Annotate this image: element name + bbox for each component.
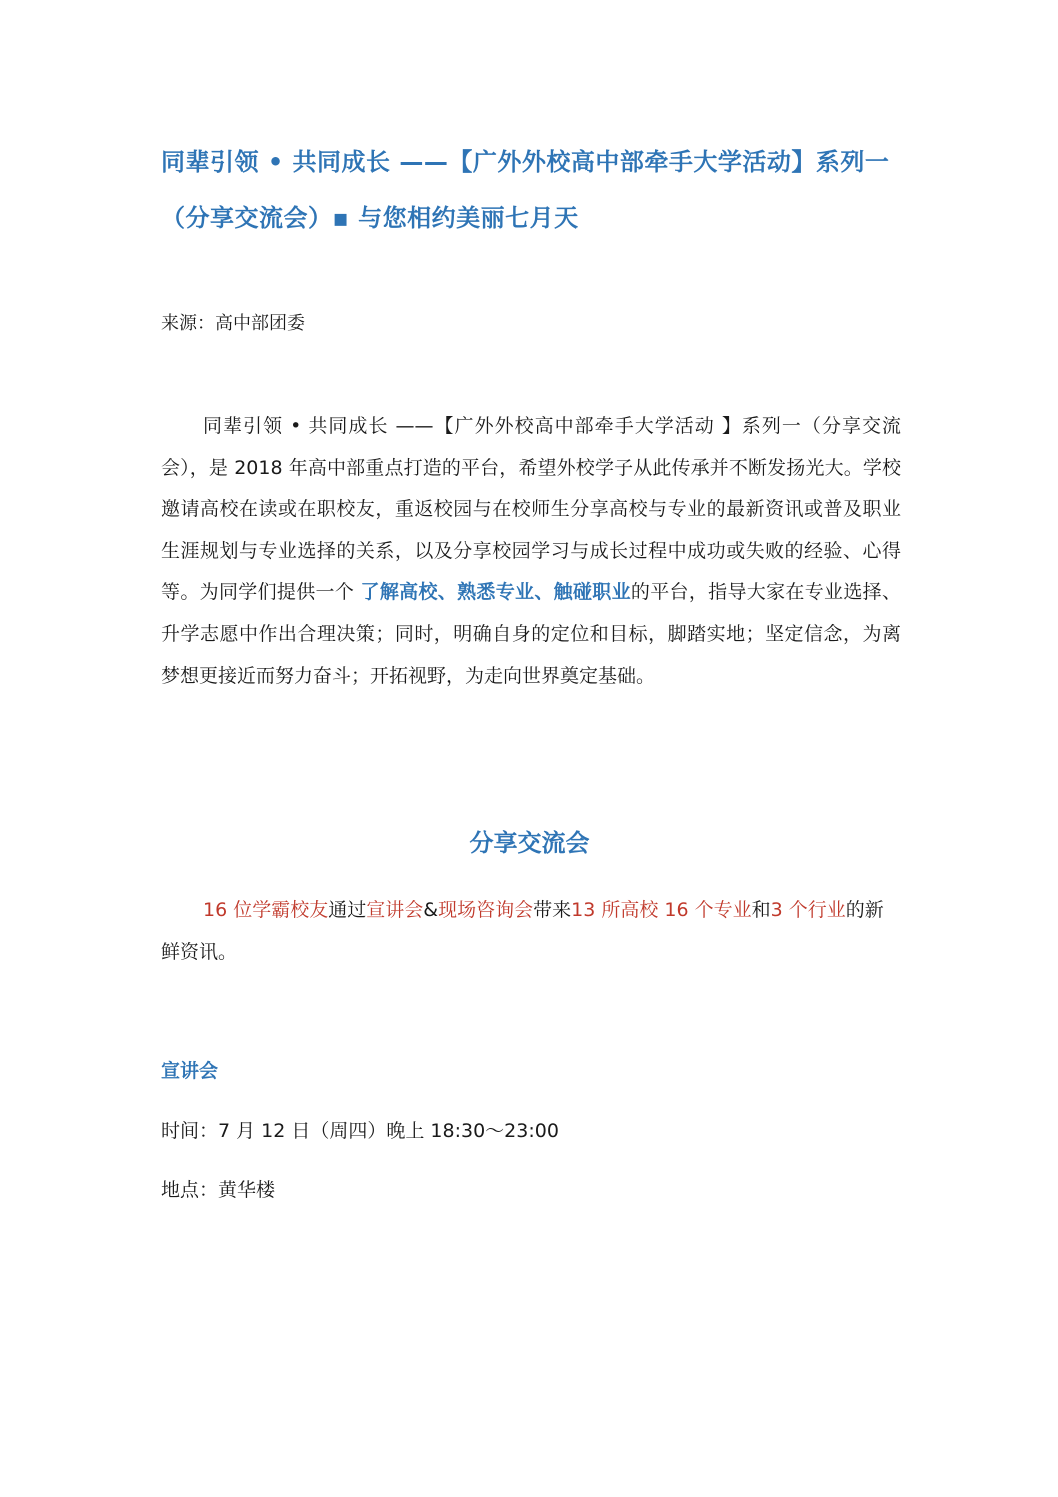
summary-majors: 16 个专业 <box>664 899 752 921</box>
intro-paragraph <box>161 406 901 697</box>
summary-consultation: 现场咨询会 <box>438 899 534 921</box>
summary-text: 的新鲜资讯。 <box>161 899 884 963</box>
section-heading: 分享交流会 <box>469 829 590 857</box>
summary-text: 通过 <box>328 899 367 921</box>
summary-text: 带来 <box>533 899 572 921</box>
lecture-time: 时间：7 月 12 日（周四）晚上 18:30～23:00 <box>161 1120 559 1142</box>
intro-text-1: 同辈引领 • 共同成长 ——【广外外校高中部牵手大学活动 】系列一（分享交流会），是 2018 年高中部重点打造的平台，希望外校学子从此传承并不断发扬光大。学校邀请高校在读或在职校友，重返校园与在校师生分享高校与专业的最新资讯或普及职业生涯规划与专业选择的关系，以及分享校园学习与成长过程中成功或失败的经验、心得等。为同学们提供一个 <box>161 415 901 604</box>
intro-highlight: 了解高校、熟悉专业、触碰职业 <box>360 581 631 604</box>
article-title: 同辈引领 • 共同成长 ——【广外外校高中部牵手大学活动】系列一（分享交流会）▪ 与您相约美丽七月天 <box>161 148 890 232</box>
article-source: 来源：高中部团委 <box>161 313 305 334</box>
summary-alumni-count: 16 位学霸校友 <box>203 899 329 921</box>
summary-lecture: 宣讲会 <box>366 899 424 921</box>
intro-text-2: 的平台，指导大家在专业选择、升学志愿中作出合理决策；同时，明确自身的定位和目标，脚踏实地；坚定信念，为离梦想更接近而努力奋斗；开拓视野，为走向世界奠定基础。 <box>161 581 901 687</box>
summary-industries: 3 个行业 <box>770 899 846 921</box>
summary-text: & <box>423 899 439 921</box>
summary-text: 和 <box>751 899 771 921</box>
lecture-heading: 宣讲会 <box>161 1060 219 1082</box>
summary-paragraph <box>161 889 901 973</box>
summary-universities: 13 所高校 <box>571 899 659 921</box>
lecture-place: 地点：黄华楼 <box>161 1179 276 1201</box>
